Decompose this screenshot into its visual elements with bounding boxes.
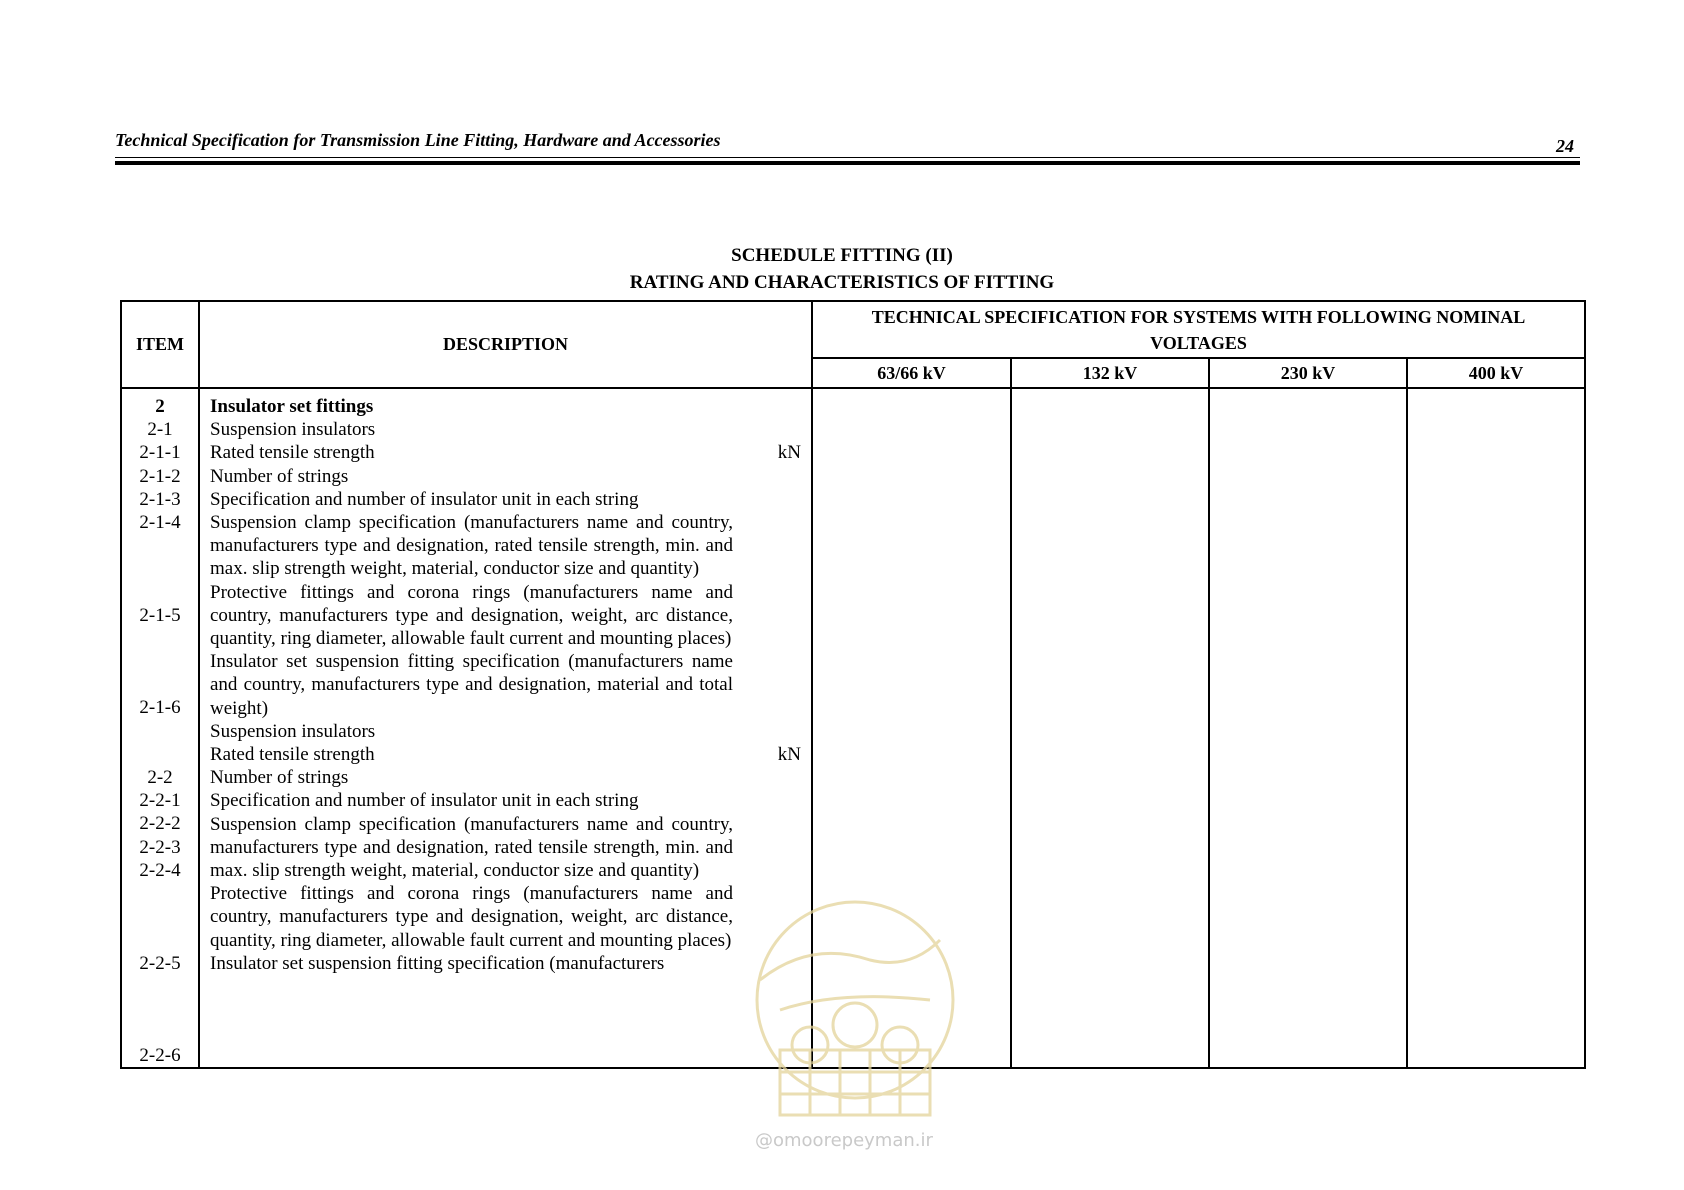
description-entry [210, 465, 801, 488]
item-number: 2-1-1 [139, 442, 181, 464]
value-cell-400kv [1407, 388, 1585, 1068]
description-entry [210, 488, 801, 511]
description-text: Insulator set suspension fitting specification (manufacturers [210, 952, 665, 974]
description-text: Suspension clamp specification (manufacturers name and country, manufacturers type and designation, rated tensile strength, min. and max. slip strength weight, material, conductor size and quantity) [210, 813, 733, 882]
description-text: Rated tensile strength [210, 744, 375, 766]
item-number: 2-2 [147, 767, 173, 788]
description-entry [210, 952, 801, 975]
item-number: 2-2-4 [139, 859, 181, 881]
item-number: 2-1-4 [139, 511, 181, 533]
unit-label: kN [777, 744, 801, 766]
description-entry [210, 720, 801, 743]
item-number-column [121, 388, 199, 1068]
value-cell-230kv [1209, 388, 1407, 1068]
description-entry [210, 650, 801, 720]
description-entry [210, 511, 801, 581]
item-number: 2-1-2 [139, 465, 181, 487]
description-text: Specification and number of insulator unit in each string [210, 488, 639, 510]
item-number: 2-1-5 [139, 604, 181, 626]
description-entry [210, 766, 801, 789]
description-text: Number of strings [210, 465, 349, 487]
description-text: Suspension insulators [210, 720, 376, 742]
column-header-voltage: 400 kV [1407, 358, 1585, 388]
schedule-subtitle: RATING AND CHARACTERISTICS OF FITTING [629, 272, 1055, 293]
value-cell-63-66kv [812, 388, 1011, 1068]
item-number: 2-2-5 [139, 952, 181, 974]
description-column [199, 388, 812, 1068]
description-entry [210, 789, 801, 812]
description-text: Specification and number of insulator unit in each string [210, 790, 639, 812]
description-text: Protective fittings and corona rings (manufacturers name and country, manufacturers type and designation, weight, arc distance, quantity, ring diameter, allowable fault current and mounting places) [210, 581, 733, 650]
description-text: Suspension insulators [210, 419, 376, 441]
item-number: 2 [155, 396, 165, 417]
column-header-voltage: 63/66 kV [812, 358, 1011, 388]
description-entry [210, 441, 801, 464]
description-text: Insulator set fittings [210, 396, 374, 417]
column-header-item: ITEM [121, 301, 199, 388]
item-number: 2-2-3 [139, 836, 181, 858]
description-entry [210, 395, 801, 418]
description-entry [210, 882, 801, 952]
description-entry [210, 418, 801, 441]
specification-table [120, 300, 1586, 1069]
item-number: 2-2-1 [139, 790, 181, 812]
column-header-voltage: 230 kV [1209, 358, 1407, 388]
header-rule-thick [115, 161, 1580, 165]
description-text: Insulator set suspension fitting specification (manufacturers name and country, manufacturers type and designation, material and total weight) [210, 651, 733, 719]
description-text: Protective fittings and corona rings (manufacturers name and country, manufacturers type and designation, weight, arc distance, quantity, ring diameter, allowable fault current and mounting places) [210, 883, 733, 951]
description-entry [210, 581, 801, 651]
header-rule-thin [115, 157, 1580, 158]
item-number: 2-2-2 [139, 813, 181, 835]
item-number: 2-2-6 [139, 1045, 181, 1067]
description-text: Rated tensile strength [210, 442, 375, 464]
column-header-voltage: 132 kV [1011, 358, 1209, 388]
description-text: Number of strings [210, 767, 349, 789]
schedule-title: SCHEDULE FITTING (II) [731, 245, 953, 266]
unit-label: kN [777, 442, 801, 464]
description-entry [210, 813, 801, 883]
value-cell-132kv [1011, 388, 1209, 1068]
item-number: 2-1-6 [139, 697, 181, 719]
item-number: 2-1 [147, 419, 173, 441]
column-header-technical-specification: TECHNICAL SPECIFICATION FOR SYSTEMS WITH FOLLOWING NOMINAL VOLTAGES [812, 301, 1585, 358]
document-header-title: Technical Specification for Transmission Line Fitting, Hardware and Accessories [115, 130, 721, 150]
page-number: 24 [1556, 136, 1574, 156]
description-text: Suspension clamp specification (manufacturers name and country, manufacturers type and designation, rated tensile strength, min. and max. slip strength weight, material, conductor size and quantity) [210, 512, 733, 580]
item-number: 2-1-3 [139, 488, 181, 510]
watermark-text: @omoorepeyman.ir [755, 1130, 933, 1151]
description-entry [210, 743, 801, 766]
column-header-description: DESCRIPTION [199, 301, 812, 388]
